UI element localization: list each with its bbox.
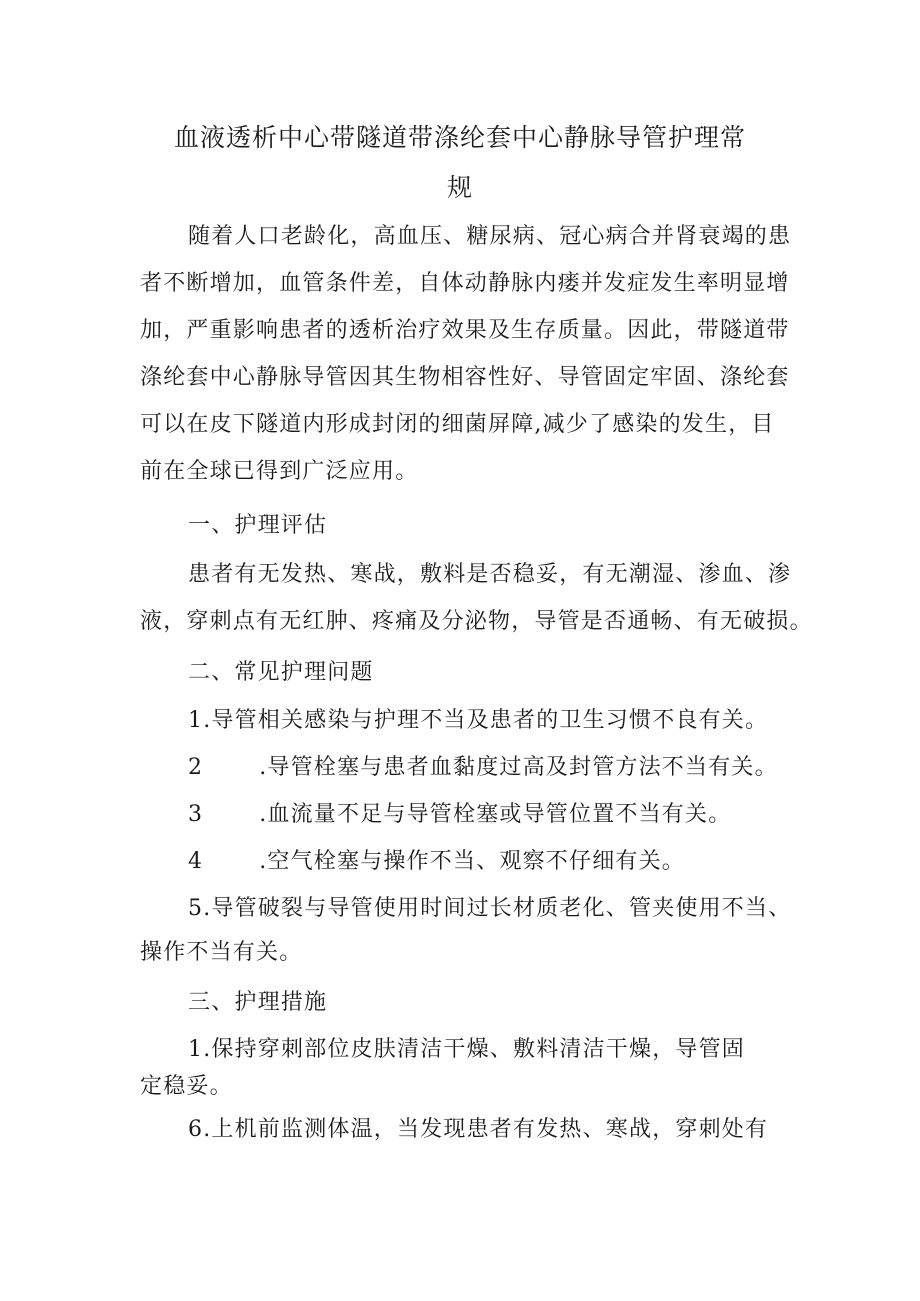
problem-text: .血流量不足与导管栓塞或导管位置不当有关。: [259, 802, 732, 827]
problem-item-2: [188, 750, 778, 781]
problem-number: 5: [188, 896, 204, 921]
measure-number: 1.: [188, 1037, 212, 1062]
measure-text: .上机前监测体温，当发现患者有发热、寒战，穿刺处有: [203, 1117, 769, 1142]
problem-item-4: [188, 844, 685, 875]
section-heading-assessment: 一、护理评估: [188, 513, 328, 538]
intro-line-5: 可以在皮下隧道内形成封闭的细菌屏障,减少了感染的发生，目: [140, 412, 775, 437]
document-title-line-1: 血液透析中心带隧道带涤纶套中心静脉导管护理常: [173, 123, 746, 152]
problem-item-5-continued: 操作不当有关。: [140, 940, 303, 965]
problem-text: .导管破裂与导管使用时间过长材质老化、管夹使用不当、: [203, 896, 792, 921]
section-heading-problems: 二、常见护理问题: [188, 660, 374, 685]
problem-number: 2: [188, 755, 204, 780]
measure-item-6: [188, 1112, 768, 1143]
measure-text: 保持穿刺部位皮肤清洁干燥、敷料清洁干燥，导管固: [211, 1037, 745, 1062]
measure-item-1: [188, 1032, 745, 1063]
problem-text: .导管栓塞与患者血黏度过高及封管方法不当有关。: [259, 755, 778, 780]
problem-item-3: [188, 797, 731, 828]
problem-item-5: [188, 891, 791, 922]
intro-line-1: 随着人口老龄化，高血压、糖尿病、冠心病合并肾衰竭的患: [188, 224, 792, 249]
problem-number: 1: [188, 708, 204, 733]
section-heading-measures: 三、护理措施: [188, 990, 328, 1015]
intro-line-3: 加，严重影响患者的透析治疗效果及生存质量。因此，带隧道带: [140, 318, 790, 343]
problem-number: 3: [188, 802, 204, 827]
assessment-line-2: 液，穿刺点有无红肿、疼痛及分泌物，导管是否通畅、有无破损。: [140, 609, 813, 634]
intro-line-6: 前在全球已得到广泛应用。: [140, 459, 419, 484]
problem-text: .导管相关感染与护理不当及患者的卫生习惯不良有关。: [203, 708, 769, 733]
assessment-line-1: 患者有无发热、寒战，敷料是否稳妥，有无潮湿、渗血、渗: [188, 562, 792, 587]
measure-item-1-continued: 定稳妥。: [140, 1074, 233, 1099]
intro-line-4: 涤纶套中心静脉导管因其生物相容性好、导管固定牢固、涤纶套: [140, 365, 790, 390]
problem-number: 4: [188, 849, 204, 874]
measure-number: 6: [188, 1117, 204, 1142]
intro-line-2: 者不断增加，血管条件差，自体动静脉内瘘并发症发生率明显增: [140, 271, 790, 296]
document-title-line-2: 规: [446, 173, 473, 202]
problem-item-1: [188, 703, 768, 734]
problem-text: .空气栓塞与操作不当、观察不仔细有关。: [259, 849, 685, 874]
